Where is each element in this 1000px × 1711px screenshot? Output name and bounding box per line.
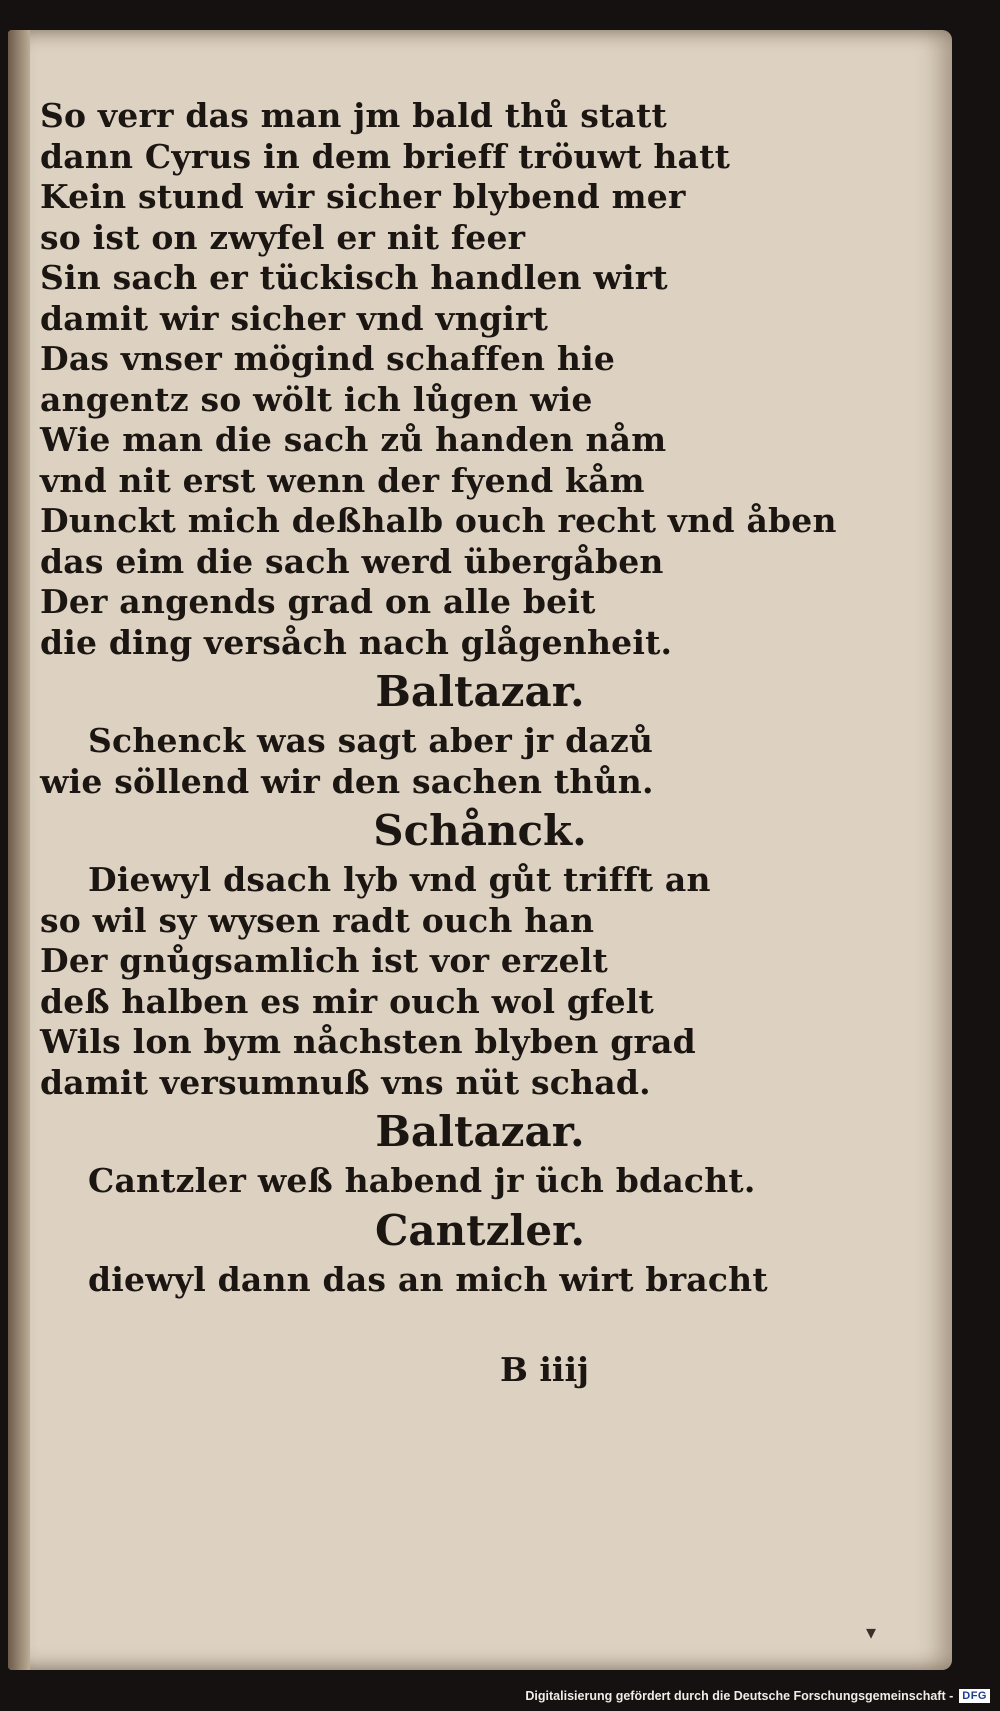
verse-line: die ding versåch nach glågenheit. bbox=[40, 622, 673, 662]
footer-text: Digitalisierung gefördert durch die Deutsche Forschungsgemeinschaft - bbox=[525, 1689, 954, 1703]
verse-line: deß halben es mir ouch wol gfelt bbox=[40, 981, 654, 1021]
speaker-heading: Baltazar. bbox=[375, 1107, 585, 1156]
dfg-logo: DFG bbox=[959, 1689, 990, 1703]
verse-line: damit versumnuß vns nüt schad. bbox=[40, 1062, 651, 1102]
verse-line: Das vnser mögind schaffen hie bbox=[40, 339, 616, 378]
verse-line: Cantzler weß habend jr üch bdacht. bbox=[88, 1161, 756, 1200]
verse-line: Der gnůgsamlich ist vor erzelt bbox=[40, 941, 608, 980]
ink-speck: ▾ bbox=[866, 1620, 877, 1644]
verse-line: das eim die sach werd übergåben bbox=[40, 541, 664, 581]
verse-line: Wie man die sach zů handen nåm bbox=[40, 420, 667, 459]
verse-line: so wil sy wysen radt ouch han bbox=[40, 900, 595, 940]
verse-line: damit wir sicher vnd vngirt bbox=[40, 298, 549, 338]
digitization-footer bbox=[525, 1685, 990, 1707]
verse-line: angentz so wölt ich lůgen wie bbox=[40, 379, 593, 419]
verse-line: Der angends grad on alle beit bbox=[40, 582, 596, 621]
verse-line: So verr das man jm bald thů statt bbox=[40, 96, 667, 135]
verse-line: Kein stund wir sicher blybend mer bbox=[40, 177, 686, 216]
verse-line: wie söllend wir den sachen thůn. bbox=[40, 761, 654, 801]
speaker-heading: Cantzler. bbox=[375, 1205, 585, 1255]
verse-line: Sin sach er tückisch handlen wirt bbox=[40, 258, 668, 297]
page-text bbox=[40, 96, 900, 1300]
verse-line: Dunckt mich deßhalb ouch recht vnd åben bbox=[40, 501, 837, 540]
verse-line: vnd nit erst wenn der fyend kåm bbox=[40, 460, 645, 500]
verse-line: diewyl dann das an mich wirt bracht bbox=[88, 1259, 768, 1299]
speaker-heading: Baltazar. bbox=[375, 667, 585, 716]
page-gutter bbox=[8, 30, 30, 1670]
verse-line: Wils lon bym nåchsten blyben grad bbox=[40, 1022, 696, 1061]
signature-mark: B iiij bbox=[500, 1350, 589, 1389]
verse-line: dann Cyrus in dem brieff tröuwt hatt bbox=[40, 136, 731, 176]
verse-line: Schenck was sagt aber jr dazů bbox=[88, 721, 654, 760]
verse-line: Diewyl dsach lyb vnd gůt trifft an bbox=[88, 860, 711, 899]
speaker-heading: Schånck. bbox=[373, 806, 587, 855]
verse-line: so ist on zwyfel er nit feer bbox=[40, 217, 526, 257]
